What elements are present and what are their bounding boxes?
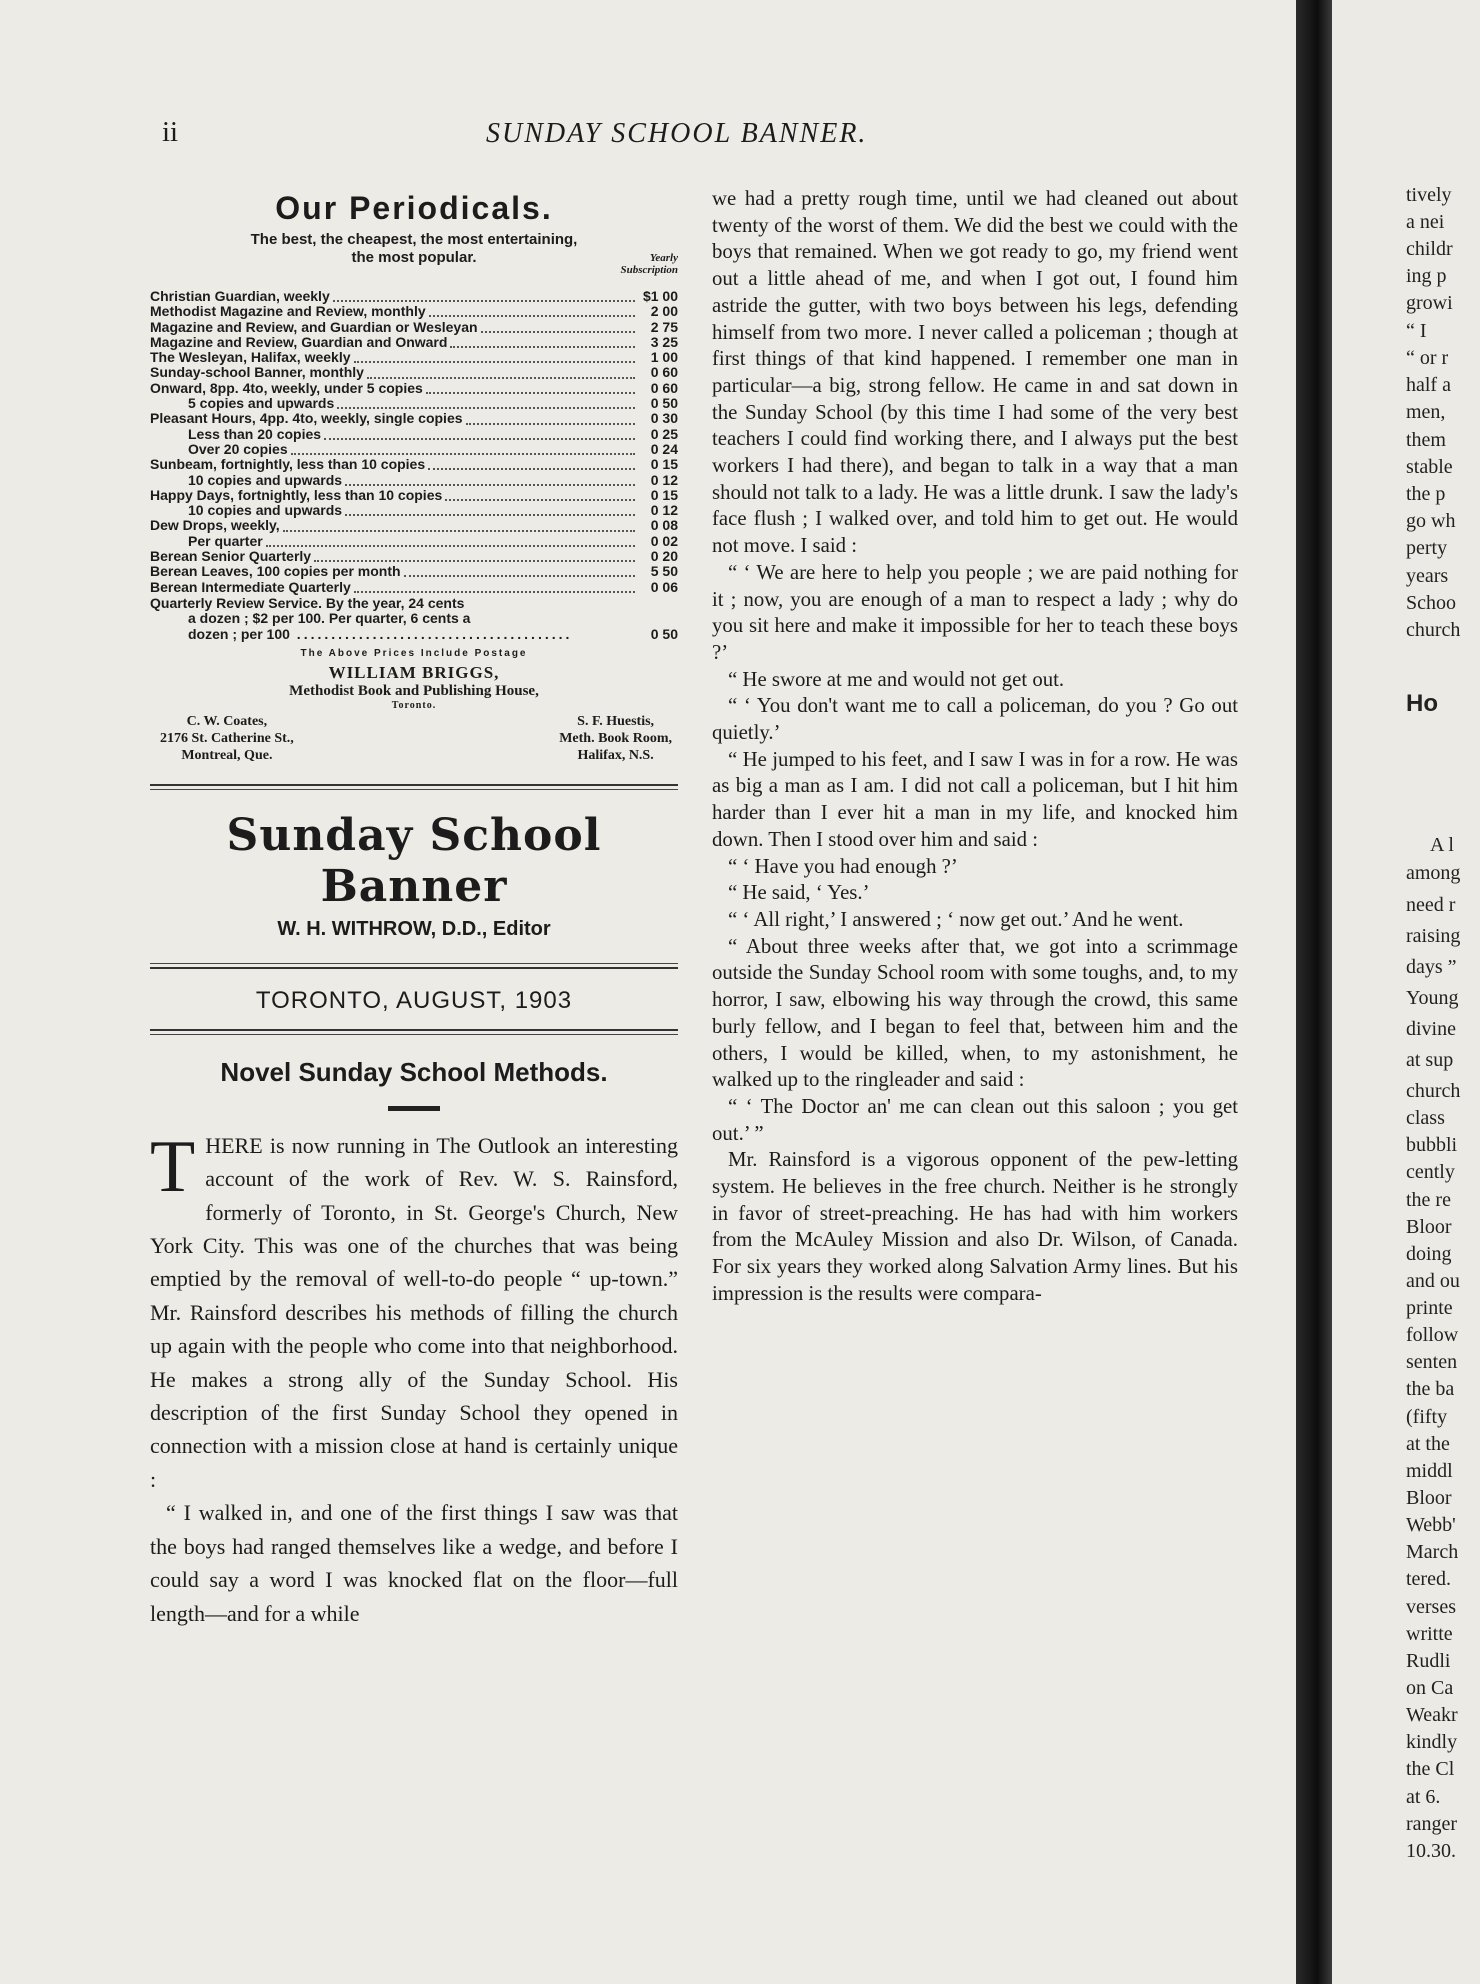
price-row bbox=[150, 503, 678, 518]
right-page-fragment: Weakr bbox=[1406, 1704, 1458, 1726]
article-paragraph: “ He jumped to his feet, and I saw I was in for a row. He was as big a man as I am. I did not call a policeman, but I hit him harder than I ever hit a man in my life, and knocked him down. Then I stood over him and said : bbox=[712, 747, 1238, 851]
right-page-fragment: at sup bbox=[1406, 1049, 1454, 1071]
subscription-label: Subscription bbox=[620, 264, 678, 276]
right-page-fragment: tered. bbox=[1406, 1568, 1451, 1590]
leader-dots bbox=[429, 306, 635, 317]
right-page-fragment: them bbox=[1406, 429, 1446, 451]
right-page-fragment: days ” bbox=[1406, 956, 1457, 978]
right-page-fragment: “ or r bbox=[1406, 347, 1449, 369]
right-page-fragment: stable bbox=[1406, 456, 1453, 478]
price-row bbox=[150, 580, 678, 595]
article-title: Novel Sunday School Methods. bbox=[220, 1056, 608, 1087]
price-item-price: 0 12 bbox=[650, 502, 678, 519]
price-row bbox=[150, 473, 678, 488]
book-gutter bbox=[1296, 0, 1332, 1984]
price-row bbox=[150, 427, 678, 442]
masthead-top-rules bbox=[150, 784, 678, 790]
right-page-fragment: follow bbox=[1406, 1324, 1459, 1346]
price-row bbox=[150, 488, 678, 503]
leader-dots bbox=[404, 566, 635, 577]
price-item-name: Methodist Magazine and Review, monthly bbox=[150, 303, 426, 320]
left-column bbox=[150, 190, 678, 1630]
page-right-fragment bbox=[1332, 0, 1480, 1984]
running-title: SUNDAY SCHOOL BANNER. bbox=[486, 118, 868, 149]
price-row bbox=[150, 564, 678, 579]
prices-note: The Above Prices Include Postage bbox=[300, 647, 528, 659]
right-page-fragment: cently bbox=[1406, 1161, 1455, 1183]
yearly-label: Yearly bbox=[649, 252, 678, 264]
publisher-city: Toronto. bbox=[391, 699, 437, 711]
quarterly-review-line-1: Quarterly Review Service. By the year, 24 cents bbox=[150, 594, 465, 611]
quarterly-review-text: Quarterly Review Service. By the year, 24 cents a dozen ; $2 per 100. Per quarter, 6 cents a dozen ; per 100 ........................................ bbox=[150, 594, 573, 642]
price-row-quarterly-review bbox=[150, 596, 678, 642]
right-page-fragment: the Cl bbox=[1406, 1758, 1455, 1780]
leader-dots bbox=[266, 536, 635, 547]
price-item-name: 10 copies and upwards bbox=[188, 471, 343, 488]
right-page-fragment: at 6. bbox=[1406, 1786, 1441, 1808]
price-item-name: Dew Drops, weekly, bbox=[150, 517, 280, 534]
quarterly-review-line-2: a dozen ; $2 per 100. Per quarter, 6 cents a bbox=[188, 610, 471, 627]
right-page-fragment: raising bbox=[1406, 925, 1461, 947]
price-item-price: 3 25 bbox=[650, 333, 678, 350]
agent-montreal bbox=[160, 713, 294, 764]
right-page-fragment: 10.30. bbox=[1406, 1840, 1456, 1862]
price-item-price: 0 50 bbox=[650, 395, 678, 412]
price-row bbox=[150, 350, 678, 365]
price-item-price: 2 00 bbox=[650, 303, 678, 320]
price-row bbox=[150, 534, 678, 549]
right-page-fragment: Webb' bbox=[1406, 1514, 1456, 1536]
agent-halifax-city: Halifax, N.S. bbox=[577, 747, 654, 763]
leader-dots bbox=[345, 505, 635, 516]
right-page-fragment: tively bbox=[1406, 184, 1452, 206]
tagline-line-1: The best, the cheapest, the most entertaining, bbox=[250, 231, 578, 248]
right-page-fragment: A l bbox=[1430, 834, 1454, 856]
drop-cap: T bbox=[150, 1125, 196, 1208]
right-page-fragment: a nei bbox=[1406, 211, 1445, 233]
agent-montreal-name: C. W. Coates, bbox=[186, 713, 268, 729]
article-paragraph: “ ‘ All right,’ I answered ; ‘ now get out.’ And he went. bbox=[728, 907, 1184, 931]
right-page-fragment: the p bbox=[1406, 483, 1446, 505]
dateline-block bbox=[150, 963, 678, 1035]
masthead-title: Sunday School Banner bbox=[226, 809, 602, 912]
right-page-fragment: among bbox=[1406, 862, 1461, 884]
price-row bbox=[150, 442, 678, 457]
price-item-name: The Wesleyan, Halifax, weekly bbox=[150, 349, 351, 366]
right-page-fragment: doing bbox=[1406, 1243, 1452, 1265]
right-page-fragment: need r bbox=[1406, 894, 1456, 916]
leader-dots bbox=[324, 429, 635, 440]
article-paragraph: “ ‘ Have you had enough ?’ bbox=[728, 854, 958, 878]
price-item-price: 0 08 bbox=[650, 517, 678, 534]
right-column bbox=[712, 186, 1238, 1308]
publisher-house: Methodist Book and Publishing House, bbox=[289, 682, 539, 699]
article-paragraph: “ ‘ The Doctor an' me can clean out this saloon ; you get out.’ ” bbox=[712, 1094, 1238, 1145]
price-item-price: 0 12 bbox=[650, 471, 678, 488]
divider bbox=[150, 789, 678, 790]
leader-dots bbox=[337, 398, 635, 409]
page-header bbox=[0, 116, 1240, 156]
right-page-fragment: on Ca bbox=[1406, 1677, 1454, 1699]
price-row bbox=[150, 289, 678, 304]
divider bbox=[150, 1034, 678, 1035]
price-item-name: Onward, 8pp. 4to, weekly, under 5 copies bbox=[150, 379, 423, 396]
price-item-price: 0 02 bbox=[650, 532, 678, 549]
leader-dots bbox=[283, 521, 635, 532]
price-row bbox=[150, 518, 678, 533]
agent-halifax bbox=[559, 713, 672, 764]
article-paragraph-2: “ I walked in, and one of the first things I saw was that the boys had ranged themselves like a wedge, and before I could say a word I was knocked flat on the floor—full length—and for a while bbox=[150, 1500, 678, 1626]
leader-dots bbox=[354, 582, 635, 593]
price-row bbox=[150, 381, 678, 396]
price-item-name: 5 copies and upwards bbox=[188, 395, 335, 412]
price-item-name: Per quarter bbox=[188, 532, 263, 549]
price-item-price: 0 60 bbox=[650, 379, 678, 396]
dateline: TORONTO, AUGUST, 1903 bbox=[255, 986, 573, 1014]
leader-dots bbox=[466, 414, 635, 425]
divider bbox=[150, 784, 678, 786]
right-page-fragment: senten bbox=[1406, 1351, 1458, 1373]
right-page-fragment: Bloor bbox=[1406, 1216, 1452, 1238]
leader-dots bbox=[333, 291, 635, 302]
right-page-fragment: (fifty bbox=[1406, 1406, 1448, 1428]
leader-dots bbox=[314, 551, 635, 562]
price-item-price: 0 30 bbox=[650, 410, 678, 427]
right-page-fragment: writte bbox=[1406, 1623, 1453, 1645]
page-number: ii bbox=[162, 116, 179, 148]
quarterly-review-line-3: dozen ; per 100 bbox=[188, 625, 290, 642]
periodicals-tagline bbox=[150, 231, 678, 267]
right-page-fragment: growi bbox=[1406, 292, 1453, 314]
paragraph-text: HERE is now running in The Outlook an interesting account of the work of Rev. W. S. Rainsford, formerly of Toronto, in St. George's Church, New York City. This was one of the churches that was being emptied by the removal of well-to-do people “ up-town.” Mr. Rainsford describes his methods of filling the church up again with the people who come into that neighborhood. He makes a strong ally of the Sunday School. His description of the first Sunday School they opened in connection with a mission close at hand is certainly unique : bbox=[150, 1132, 678, 1492]
price-item-price: 5 50 bbox=[650, 563, 678, 580]
right-page-fragment: the re bbox=[1406, 1189, 1451, 1211]
price-item-name: Christian Guardian, weekly bbox=[150, 288, 330, 304]
price-list bbox=[150, 289, 678, 595]
article-paragraph: Mr. Rainsford is a vigorous opponent of the pew-letting system. He believes in the free church. Neither is he strongly in favor of street-preaching. He has had with him workers from the McAuley Mission and also Dr. Wilson, of Canada. For six years they worked along Salvation Army lines. But his impression is the results were compara- bbox=[712, 1148, 1238, 1305]
right-page-fragment: March bbox=[1406, 1541, 1459, 1563]
periodicals-title: Our Periodicals. bbox=[275, 190, 553, 226]
price-item-name: Berean Senior Quarterly bbox=[150, 548, 312, 565]
price-item-name: Pleasant Hours, 4pp. 4to, weekly, single copies bbox=[150, 410, 463, 427]
right-page-fragment: Ho bbox=[1406, 690, 1438, 717]
right-page-fragment: Rudli bbox=[1406, 1650, 1451, 1672]
price-row bbox=[150, 304, 678, 319]
tagline-line-2: the most popular. bbox=[351, 249, 477, 266]
right-page-fragment: kindly bbox=[1406, 1731, 1458, 1753]
article-paragraph-1 bbox=[150, 1125, 678, 1496]
price-item-price: 0 60 bbox=[650, 364, 678, 381]
price-item-price: 1 00 bbox=[650, 349, 678, 366]
price-item-name: Happy Days, fortnightly, less than 10 copies bbox=[150, 486, 443, 503]
right-page-fragment: “ I bbox=[1406, 320, 1427, 342]
publisher-block bbox=[150, 663, 678, 711]
price-row bbox=[150, 320, 678, 335]
right-page-fragment: bubbli bbox=[1406, 1134, 1458, 1156]
price-row bbox=[150, 549, 678, 564]
article-paragraph: “ About three weeks after that, we got into a scrimmage outside the Sunday School room with some toughs, and, to my horror, I saw, elbowing his way through the crowd, this same burly fellow, and I began to feel that, between him and the others, I would be killed, when, to my astonishment, he walked up to the ringleader and said : bbox=[712, 934, 1238, 1092]
price-item-name: Less than 20 copies bbox=[188, 425, 322, 442]
price-item-name: Sunbeam, fortnightly, less than 10 copies bbox=[150, 456, 426, 473]
leader-dots bbox=[426, 383, 635, 394]
right-page-fragment: and ou bbox=[1406, 1270, 1460, 1292]
leader-dots bbox=[291, 444, 635, 455]
right-page-fragment: printe bbox=[1406, 1297, 1453, 1319]
article-paragraph: “ He swore at me and would not get out. bbox=[728, 667, 1065, 691]
right-page-fragment: ranger bbox=[1406, 1813, 1458, 1835]
agent-montreal-street: 2176 St. Catherine St., bbox=[160, 730, 294, 746]
price-item-price: 0 20 bbox=[650, 548, 678, 565]
right-page-fragment: childr bbox=[1406, 238, 1453, 260]
right-page-fragment: Young bbox=[1406, 987, 1459, 1009]
price-item-price: 0 24 bbox=[650, 440, 678, 457]
leader-dots bbox=[354, 352, 635, 363]
agent-halifax-name: S. F. Huestis, bbox=[577, 713, 655, 729]
price-item-price: 2 75 bbox=[650, 318, 678, 335]
leader-dots bbox=[445, 490, 635, 501]
agent-halifax-street: Meth. Book Room, bbox=[559, 730, 672, 746]
right-page-fragment: go wh bbox=[1406, 510, 1456, 532]
price-item-price: 0 15 bbox=[650, 486, 678, 503]
yearly-subscription-label bbox=[621, 252, 678, 276]
price-row bbox=[150, 411, 678, 426]
price-item-name: 10 copies and upwards bbox=[188, 502, 343, 519]
price-item-name: Sunday-school Banner, monthly bbox=[150, 364, 364, 381]
right-page-fragment: verses bbox=[1406, 1596, 1456, 1618]
price-row bbox=[150, 457, 678, 472]
right-page-fragment: Bloor bbox=[1406, 1487, 1452, 1509]
price-item-price: 0 06 bbox=[650, 578, 678, 595]
right-page-fragment: perty bbox=[1406, 537, 1448, 559]
price-item-name: Berean Leaves, 100 copies per month bbox=[150, 563, 401, 580]
leader-dots bbox=[481, 322, 635, 333]
price-item-name: Berean Intermediate Quarterly bbox=[150, 578, 351, 595]
right-page-fragment: the ba bbox=[1406, 1378, 1455, 1400]
divider bbox=[150, 1029, 678, 1031]
leader-dots bbox=[367, 368, 635, 379]
price-item-price: 0 25 bbox=[650, 425, 678, 442]
right-page-fragment: church bbox=[1406, 619, 1461, 641]
article-paragraph: “ ‘ You don't want me to call a policeman, do you ? Go out quietly.’ bbox=[712, 694, 1238, 745]
divider bbox=[150, 963, 678, 964]
masthead-editor: W. H. WITHROW, D.D., Editor bbox=[277, 917, 551, 940]
right-page-fragment: class bbox=[1406, 1107, 1445, 1129]
right-page-fragment: church bbox=[1406, 1080, 1461, 1102]
agent-montreal-city: Montreal, Que. bbox=[181, 747, 273, 763]
price-row bbox=[150, 396, 678, 411]
leader-dots bbox=[450, 337, 635, 348]
price-item-name: Magazine and Review, and Guardian or Wesleyan bbox=[150, 318, 478, 335]
agents bbox=[150, 713, 678, 764]
right-page-fragment: half a bbox=[1406, 374, 1451, 396]
right-page-fragment: men, bbox=[1406, 401, 1446, 423]
article-paragraph: “ He said, ‘ Yes.’ bbox=[728, 881, 870, 905]
article-paragraph: “ ‘ We are here to help you people ; we are paid nothing for it ; now, you are enough of a man to respect a lady ; why do you sit here and make it impossible for her to teach these boys ?’ bbox=[712, 560, 1238, 664]
leader-dots bbox=[345, 475, 635, 486]
price-row bbox=[150, 335, 678, 350]
right-page-fragment: Schoo bbox=[1406, 592, 1456, 614]
right-page-fragment: middl bbox=[1406, 1460, 1453, 1482]
price-item-price: 0 15 bbox=[650, 456, 678, 473]
title-ornament bbox=[388, 1106, 440, 1111]
quarterly-review-price: 0 50 bbox=[650, 625, 678, 642]
publisher-name: WILLIAM BRIGGS, bbox=[328, 662, 500, 682]
right-page-fragment: years bbox=[1406, 565, 1449, 587]
right-page-fragment: ing p bbox=[1406, 265, 1447, 287]
right-page-fragment: at the bbox=[1406, 1433, 1450, 1455]
leader-dots bbox=[428, 459, 635, 470]
price-item-name: Magazine and Review, Guardian and Onward bbox=[150, 333, 448, 350]
article-paragraph: we had a pretty rough time, until we had cleaned out about twenty of the worst of them. We did the best we could with the boys that remained. When we got ready to go, my friend went out a little ahead of me, and when I got out, I found him astride the gutter, with two boys between his legs, defending himself from two more. I never called a policeman ; though at first things of that kind happened. I remember one man in particular—a big, strong fellow. He came in and sat down in the Sunday School (by this time I had some of the very best teachers I could find working there, and I always put the best workers I had there), and began to talk in a way that a man should not talk to a lady. He was a little drunk. I saw the lady's face flush ; I walked over, and told him to get out. He would not move. I said : bbox=[712, 187, 1238, 558]
price-item-name: Over 20 copies bbox=[188, 440, 288, 457]
periodicals-box bbox=[150, 190, 678, 764]
price-item-price: $1 00 bbox=[642, 288, 678, 304]
price-row bbox=[150, 365, 678, 380]
right-page-fragment: divine bbox=[1406, 1018, 1456, 1040]
